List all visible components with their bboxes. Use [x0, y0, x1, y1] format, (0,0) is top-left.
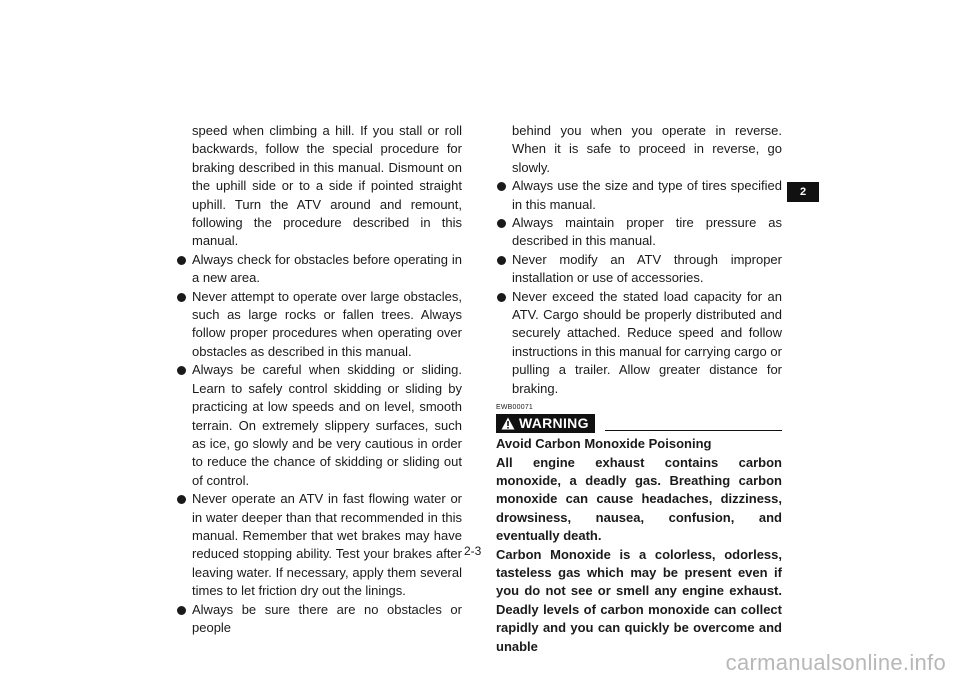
warning-label: WARNING [519, 414, 589, 431]
continuation-paragraph: behind you when you operate in reverse. When it is safe to proceed in reverse, go slowly. [512, 123, 782, 175]
bullet-item: Always be sure there are no obstacles or people [176, 601, 462, 638]
bullet-icon [177, 293, 186, 302]
warning-title: Avoid Carbon Monoxide Poisoning [496, 436, 712, 452]
bullet-icon [497, 293, 506, 302]
bullet-icon [497, 219, 506, 228]
chapter-tab: 2 [787, 182, 819, 202]
warning-rule [605, 430, 782, 431]
bullet-icon [177, 366, 186, 375]
bullet-icon [177, 495, 186, 504]
bullet-icon [497, 256, 506, 265]
watermark: carmanualsonline.info [725, 650, 946, 675]
bullet-item: Never attempt to operate over large obstacles, such as large rocks or fallen trees. Always follow proper procedures when operating over obstacles as described in this manual. [176, 288, 462, 362]
continuation-paragraph: speed when climbing a hill. If you stall or roll backwards, follow the special procedure for braking described in this manual. Dismount on the uphill side or to a side if pointed straight uphill. Turn the ATV around and remount, following the procedure described in this manual. [192, 123, 462, 249]
right-column [496, 122, 782, 656]
warning-triangle-icon [501, 417, 515, 430]
warning-header [496, 413, 782, 433]
bullet-item: Never modify an ATV through improper installation or use of accessories. [496, 251, 782, 288]
left-column [176, 122, 462, 637]
warning-paragraph: Carbon Monoxide is a colorless, odorless, tasteless gas which may be present even if you do not see or smell any engine exhaust. Deadly levels of carbon monoxide can collect rapidly and you can quickly be overcome and unable [496, 546, 782, 654]
bullet-icon [177, 256, 186, 265]
bullet-item: Always check for obstacles before operating in a new area. [176, 251, 462, 288]
warning-code: EWB00071 [496, 404, 534, 412]
bullet-item: Never operate an ATV in fast flowing water or in water deeper than that recommended in this manual. Remember that wet brakes may have reduced stopping ability. Test your brakes after leaving water. If necessary, apply them several times to let friction dry out the linings. [176, 490, 462, 600]
warning-label-box [496, 414, 595, 433]
bullet-item: Always maintain proper tire pressure as described in this manual. [496, 214, 782, 251]
page-number: 2-3 [464, 544, 482, 558]
bullet-item: Never exceed the stated load capacity for an ATV. Cargo should be properly distributed and securely attached. Reduce speed and follow instructions in this manual for carrying cargo or pulling a trailer. Allow greater distance for braking. [496, 288, 782, 398]
bullet-icon [177, 606, 186, 615]
warning-paragraph: All engine exhaust contains carbon monoxide, a deadly gas. Breathing carbon monoxide can cause headaches, dizziness, drowsiness, nausea, confusion, and eventually death. [496, 454, 782, 544]
bullet-item: Always be careful when skidding or sliding. Learn to safely control skidding or sliding by practicing at low speeds and on level, smooth terrain. On extremely slippery surfaces, such as ice, go slowly and be very cautious in order to reduce the chance of skidding or sliding out of control. [176, 361, 462, 490]
bullet-item: Always use the size and type of tires specified in this manual. [496, 177, 782, 214]
bullet-icon [497, 182, 506, 191]
